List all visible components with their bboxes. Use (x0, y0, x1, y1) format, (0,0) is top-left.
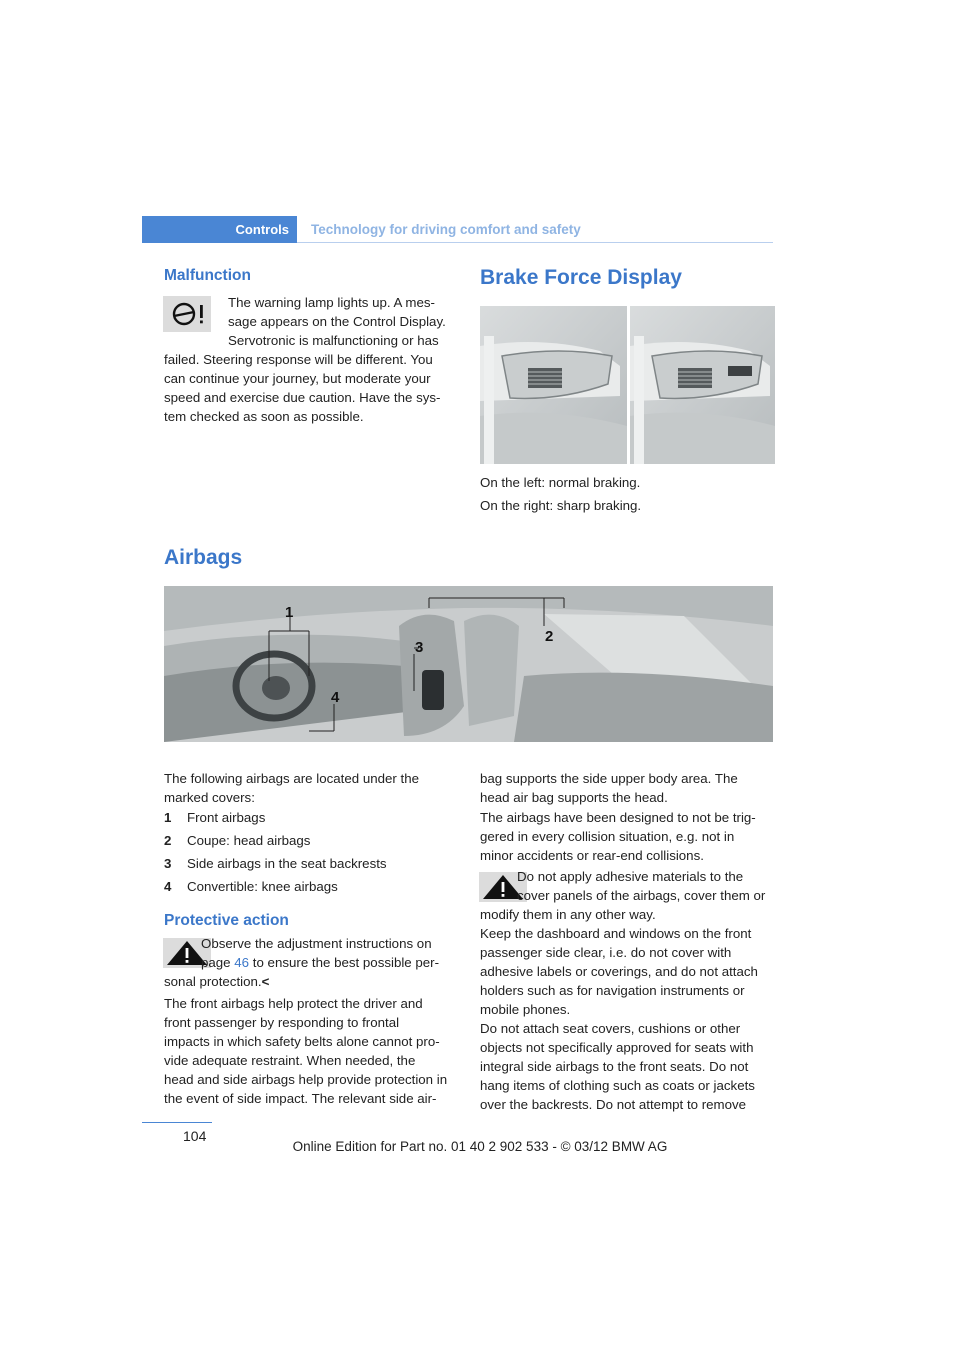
callout-2: 2 (545, 628, 554, 645)
callout-3: 3 (415, 639, 424, 656)
header-rule (297, 242, 773, 243)
list-item: 3 Side airbags in the seat backrests (164, 856, 387, 871)
protective-warning-end: sonal protection.< (164, 974, 270, 989)
right-warning-body: modify them in any other way. Keep the dashboard and windows on the front passenger side clear, i.e. do not cover with adhesive labels or coverings, and do not attach holders such as for navigation instruments or mobile phones. Do not attach seat covers, cushions or other objects not specifically approved for seats with integral side airbags to the front seats. Do not hang items of clothing such as coats or jackets over the backrests. Do not attempt to remove (480, 907, 758, 1112)
callout-1: 1 (285, 604, 294, 621)
right-para-1: bag supports the side upper body area. The head air bag supports the head. (480, 771, 738, 805)
list-item: 4 Convertible: knee airbags (164, 879, 338, 894)
airbag-locations-figure (164, 586, 773, 742)
right-warning-indented: Do not apply adhesive materials to the cover panels of the airbags, cover them or (517, 869, 766, 903)
brake-lights-figure (480, 306, 775, 464)
caption-left: On the left: normal braking. (480, 475, 641, 490)
footer-edition: Online Edition for Part no. 01 40 2 902 533 - © 03/12 BMW AG (292, 1139, 668, 1154)
protective-warning-indented: Observe the adjustment instructions on page 46 to ensure the best possible per- (201, 936, 440, 970)
malfunction-text-indented: The warning lamp lights up. A mes- sage appears on the Control Display. Servotronic is malfunctioning or has (228, 295, 446, 348)
page-46-link[interactable]: 46 (234, 955, 250, 970)
list-item: 1 Front airbags (164, 810, 266, 825)
section-tab: Controls (142, 216, 297, 243)
page-number: 104 (183, 1128, 207, 1144)
list-item: 2 Coupe: head airbags (164, 833, 311, 848)
airbags-list (164, 808, 464, 896)
protective-body: The front airbags help protect the driver and front passenger by responding to frontal impacts in which safety belts alone cannot pro- vide adequate restraint. When needed, the head and side airbags help provide protection in the event of side impact. The relevant side air- (164, 996, 448, 1106)
malfunction-text: failed. Steering response will be different. You can continue your journey, but moderate your speed and exercise due caution. Have the sys- tem checked as soon as possible. (164, 352, 441, 424)
running-header-title: Technology for driving comfort and safety (311, 222, 581, 237)
brake-force-heading: Brake Force Display (480, 266, 682, 289)
callout-4: 4 (331, 689, 340, 706)
right-para-2: The airbags have been designed to not be trig- gered in every collision situation, e.g. not in minor accidents or rear-end collisions. (480, 810, 756, 863)
airbags-heading: Airbags (164, 546, 243, 569)
airbags-intro: The following airbags are located under the marked covers: (164, 771, 420, 805)
protective-action-heading: Protective action (164, 912, 289, 929)
end-mark: < (261, 974, 270, 989)
malfunction-heading: Malfunction (164, 267, 251, 284)
steering-warning-icon (163, 296, 211, 332)
caption-right: On the right: sharp braking. (480, 498, 642, 513)
footer-rule (142, 1122, 212, 1123)
